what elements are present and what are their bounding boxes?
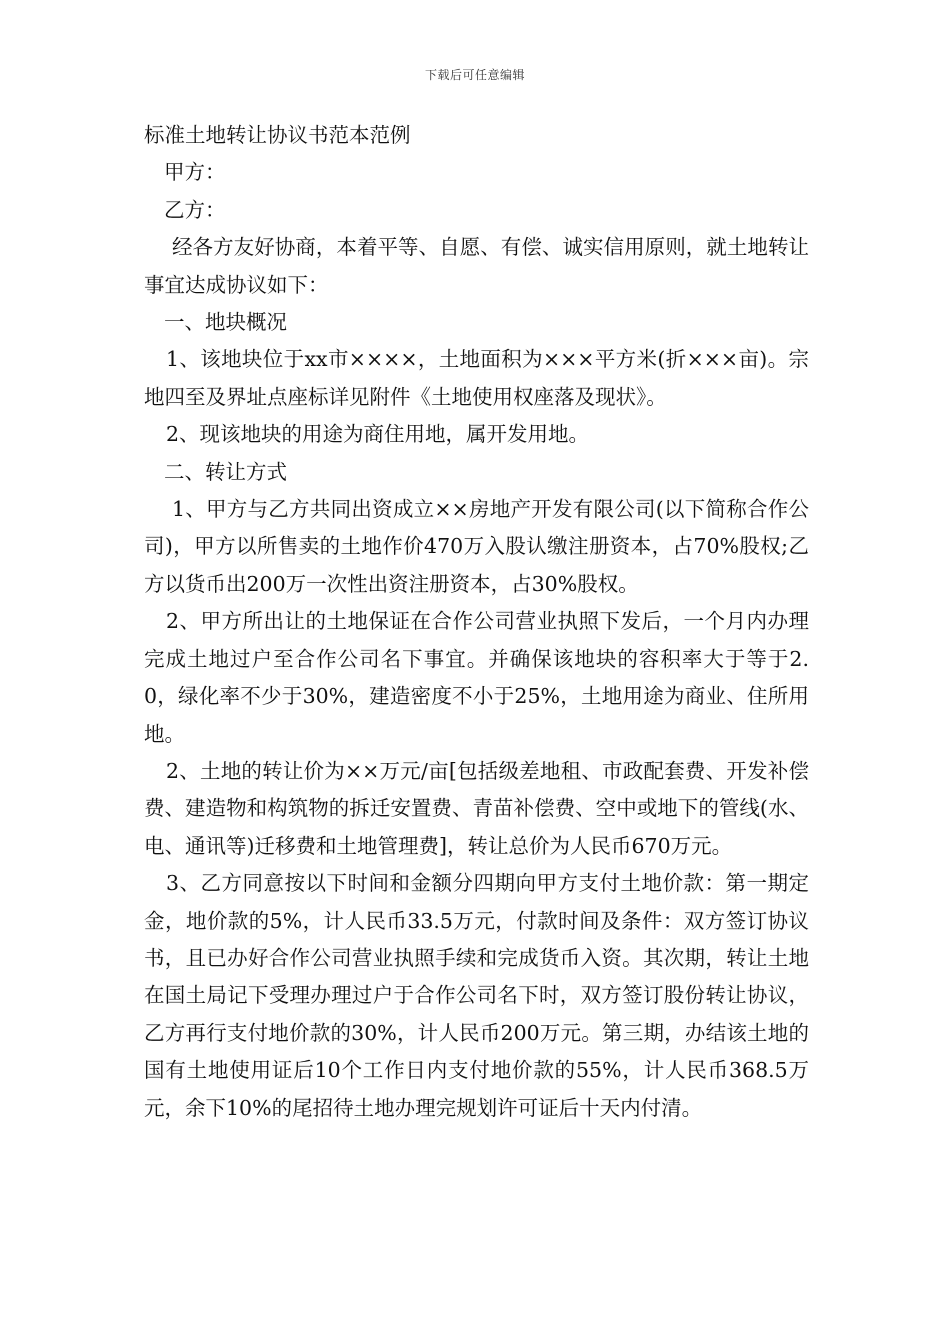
section-2-item-3: 2、土地的转让价为××万元/亩[包括级差地租、市政配套费、开发补偿费、建造物和构筑物的拆迁安置费、青苗补偿费、空中或地下的管线(水、电、通讯等)迁移费和土地管理费]，转让总价为人民币670万元。 [144, 758, 809, 858]
document-title: 标准土地转让协议书范本范例 [144, 123, 411, 147]
section-2-heading: 二、转让方式 [164, 459, 287, 484]
section-2-item-1: 1、甲方与乙方共同出资成立××房地产开发有限公司(以下简称合作公司)，甲方以所售卖的土地作价470万入股认缴注册资本，占70%股权;乙方以货币出200万一次性出资注册资本，占30%股权。 [144, 497, 809, 596]
section-1-heading: 一、地块概况 [164, 310, 287, 335]
party-b-line: 乙方： [164, 197, 226, 222]
intro-paragraph: 经各方友好协商，本着平等、自愿、有偿、诚实信用原则，就土地转让事宜达成协议如下： [144, 235, 809, 297]
party-a-line: 甲方： [164, 160, 226, 185]
section-1-item-2: 2、现该地块的用途为商住用地，属开发用地。 [166, 422, 590, 447]
section-2-item-2: 2、甲方所出让的土地保证在合作公司营业执照下发后，一个月内办理完成土地过户至合作公司名下事宜。并确保该地块的容积率大于等于2.0，绿化率不少于30%，建造密度不小于25%，土地用途为商业、住所用地。 [144, 609, 809, 746]
section-1-item-1: 1、该地块位于xx市××××，土地面积为×××平方米(折×××亩)。宗地四至及界址点座标详见附件《土地使用权座落及现状》。 [144, 347, 809, 409]
document-body [144, 117, 809, 1127]
page-header-note: 下载后可任意编辑 [424, 68, 525, 82]
section-2-item-4: 3、乙方同意按以下时间和金额分四期向甲方支付土地价款：第一期定金，地价款的5%，计人民币33.5万元，付款时间及条件：双方签订协议书，且已办好合作公司营业执照手续和完成货币入资。其次期，转让土地在国土局记下受理办理过户于合作公司名下时，双方签订股份转让协议，乙方再行支付地价款的30%，计人民币200万元。第三期，办结该土地的国有土地使用证后10个工作日内支付地价款的55%，计人民币368.5万元，余下10%的尾招待土地办理完规划许可证后十天内付清。 [144, 871, 809, 1120]
